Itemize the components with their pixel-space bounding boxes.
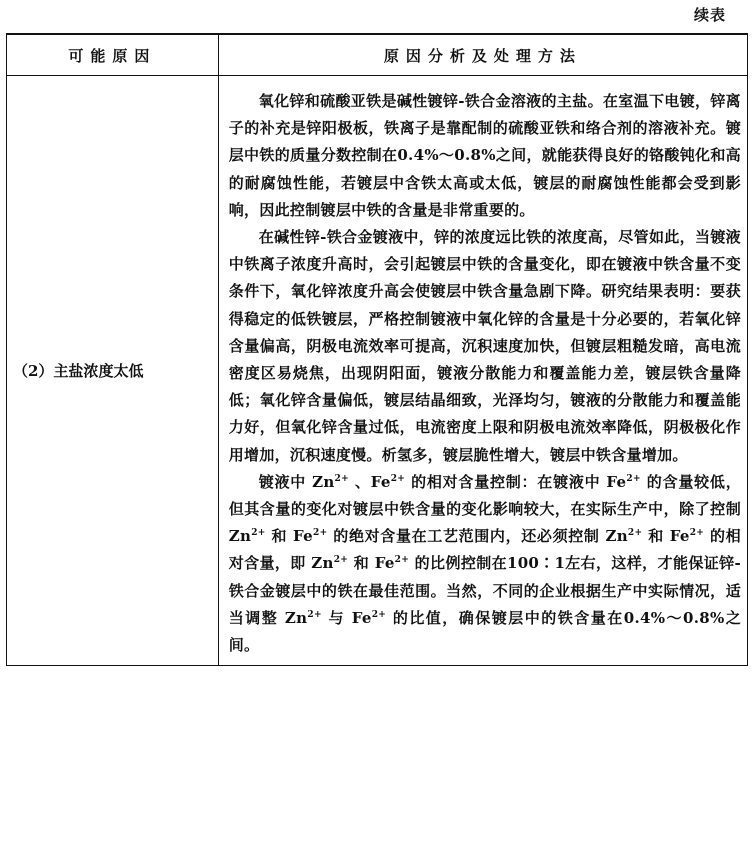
p3-text: 镀液中 Zn [258,472,335,491]
table-header-row [7,34,748,76]
p3-text: 与 Fe [321,608,372,627]
p3-text: 的比值，确保镀层中的铁含量在0.4%～0.8%之间。 [228,608,741,655]
header-possible-cause: 可能原因 [7,34,219,76]
p3-text: 和 Fe [348,554,395,573]
ion-charge: 2+ [313,528,328,539]
p3-text: 的比例控制在100∶1左右，这样，才能保证锌-铁合金镀层中的铁在最佳范围。当然，不同的企业根据生产中实际情况，适当调整 Zn [228,554,741,627]
header-analysis-method: 原因分析及处理方法 [218,34,747,76]
cause-cell: （2）主盐浓度太低 [7,76,219,666]
analysis-paragraph-1: 氧化锌和硫酸亚铁是碱性镀锌-铁合金溶液的主盐。在室温下电镀，锌离子的补充是锌阳极板，铁离子是靠配制的硫酸亚铁和络合剂的溶液补充。镀层中铁的质量分数控制在0.4%～0.8%之间，就能获得良好的铬酸钝化和高的耐腐蚀性能，若镀层中含铁太高或太低，镀层的耐腐蚀性能都会受到影响，因此控制镀层中铁的含量是非常重要的。 [228,92,741,219]
p3-text: 的绝对含量在工艺范围内，还必须控制 Zn [327,527,628,546]
p3-text: 的含量较低，但其含量的变化对镀层中铁含量的变化影响较大，在实际生产中，除了控制 Zn [228,472,741,546]
p3-text: 、Fe [348,472,391,491]
p3-text: 和 Fe [265,527,314,546]
ion-charge: 2+ [333,555,349,566]
ion-charge: 2+ [394,555,410,566]
ion-charge: 2+ [390,473,406,484]
ion-charge: 2+ [307,609,322,620]
cause-analysis-table [6,33,748,666]
ion-charge: 2+ [689,528,705,539]
p3-text: 的相对含量控制：在镀液中 Fe [405,472,627,491]
p3-text: 的相对含量，即 Zn [228,527,741,573]
analysis-cell [218,76,747,666]
analysis-paragraph-3 [229,469,741,659]
analysis-paragraph-2: 在碱性锌-铁合金镀液中，锌的浓度远比铁的浓度高，尽管如此，当镀液中铁离子浓度升高时，会引起镀层中铁的含量变化，即在镀液中铁含量不变条件下，氧化锌浓度升高会使镀层中铁含量急剧下降。研究结果表明：要获得稳定的低铁镀层，严格控制镀液中氧化锌的含量是十分必要的，若氧化锌含量偏高，阴极电流效率可提高，沉积速度加快，但镀层粗糙发暗，高电流密度区易烧焦，出现阴阳面，镀液分散能力和覆盖能力差，镀层铁含量降低；氧化锌含量偏低，镀层结晶细致，光泽均匀，镀液的分散能力和覆盖能力好，但氧化锌含量过低，电流密度上限和阴极电流效率降低，阴极极化作用增加，沉积速度慢。析氢多，镀层脆性增大，镀层中铁含量增加。 [228,228,741,464]
ion-charge: 2+ [251,528,266,539]
p3-text: 和 Fe [642,527,690,546]
ion-charge: 2+ [626,473,641,484]
table-row [7,76,748,666]
ion-charge: 2+ [334,473,349,484]
ion-charge: 2+ [627,528,643,539]
ion-charge: 2+ [371,609,387,620]
continued-label: 续表 [693,6,726,24]
